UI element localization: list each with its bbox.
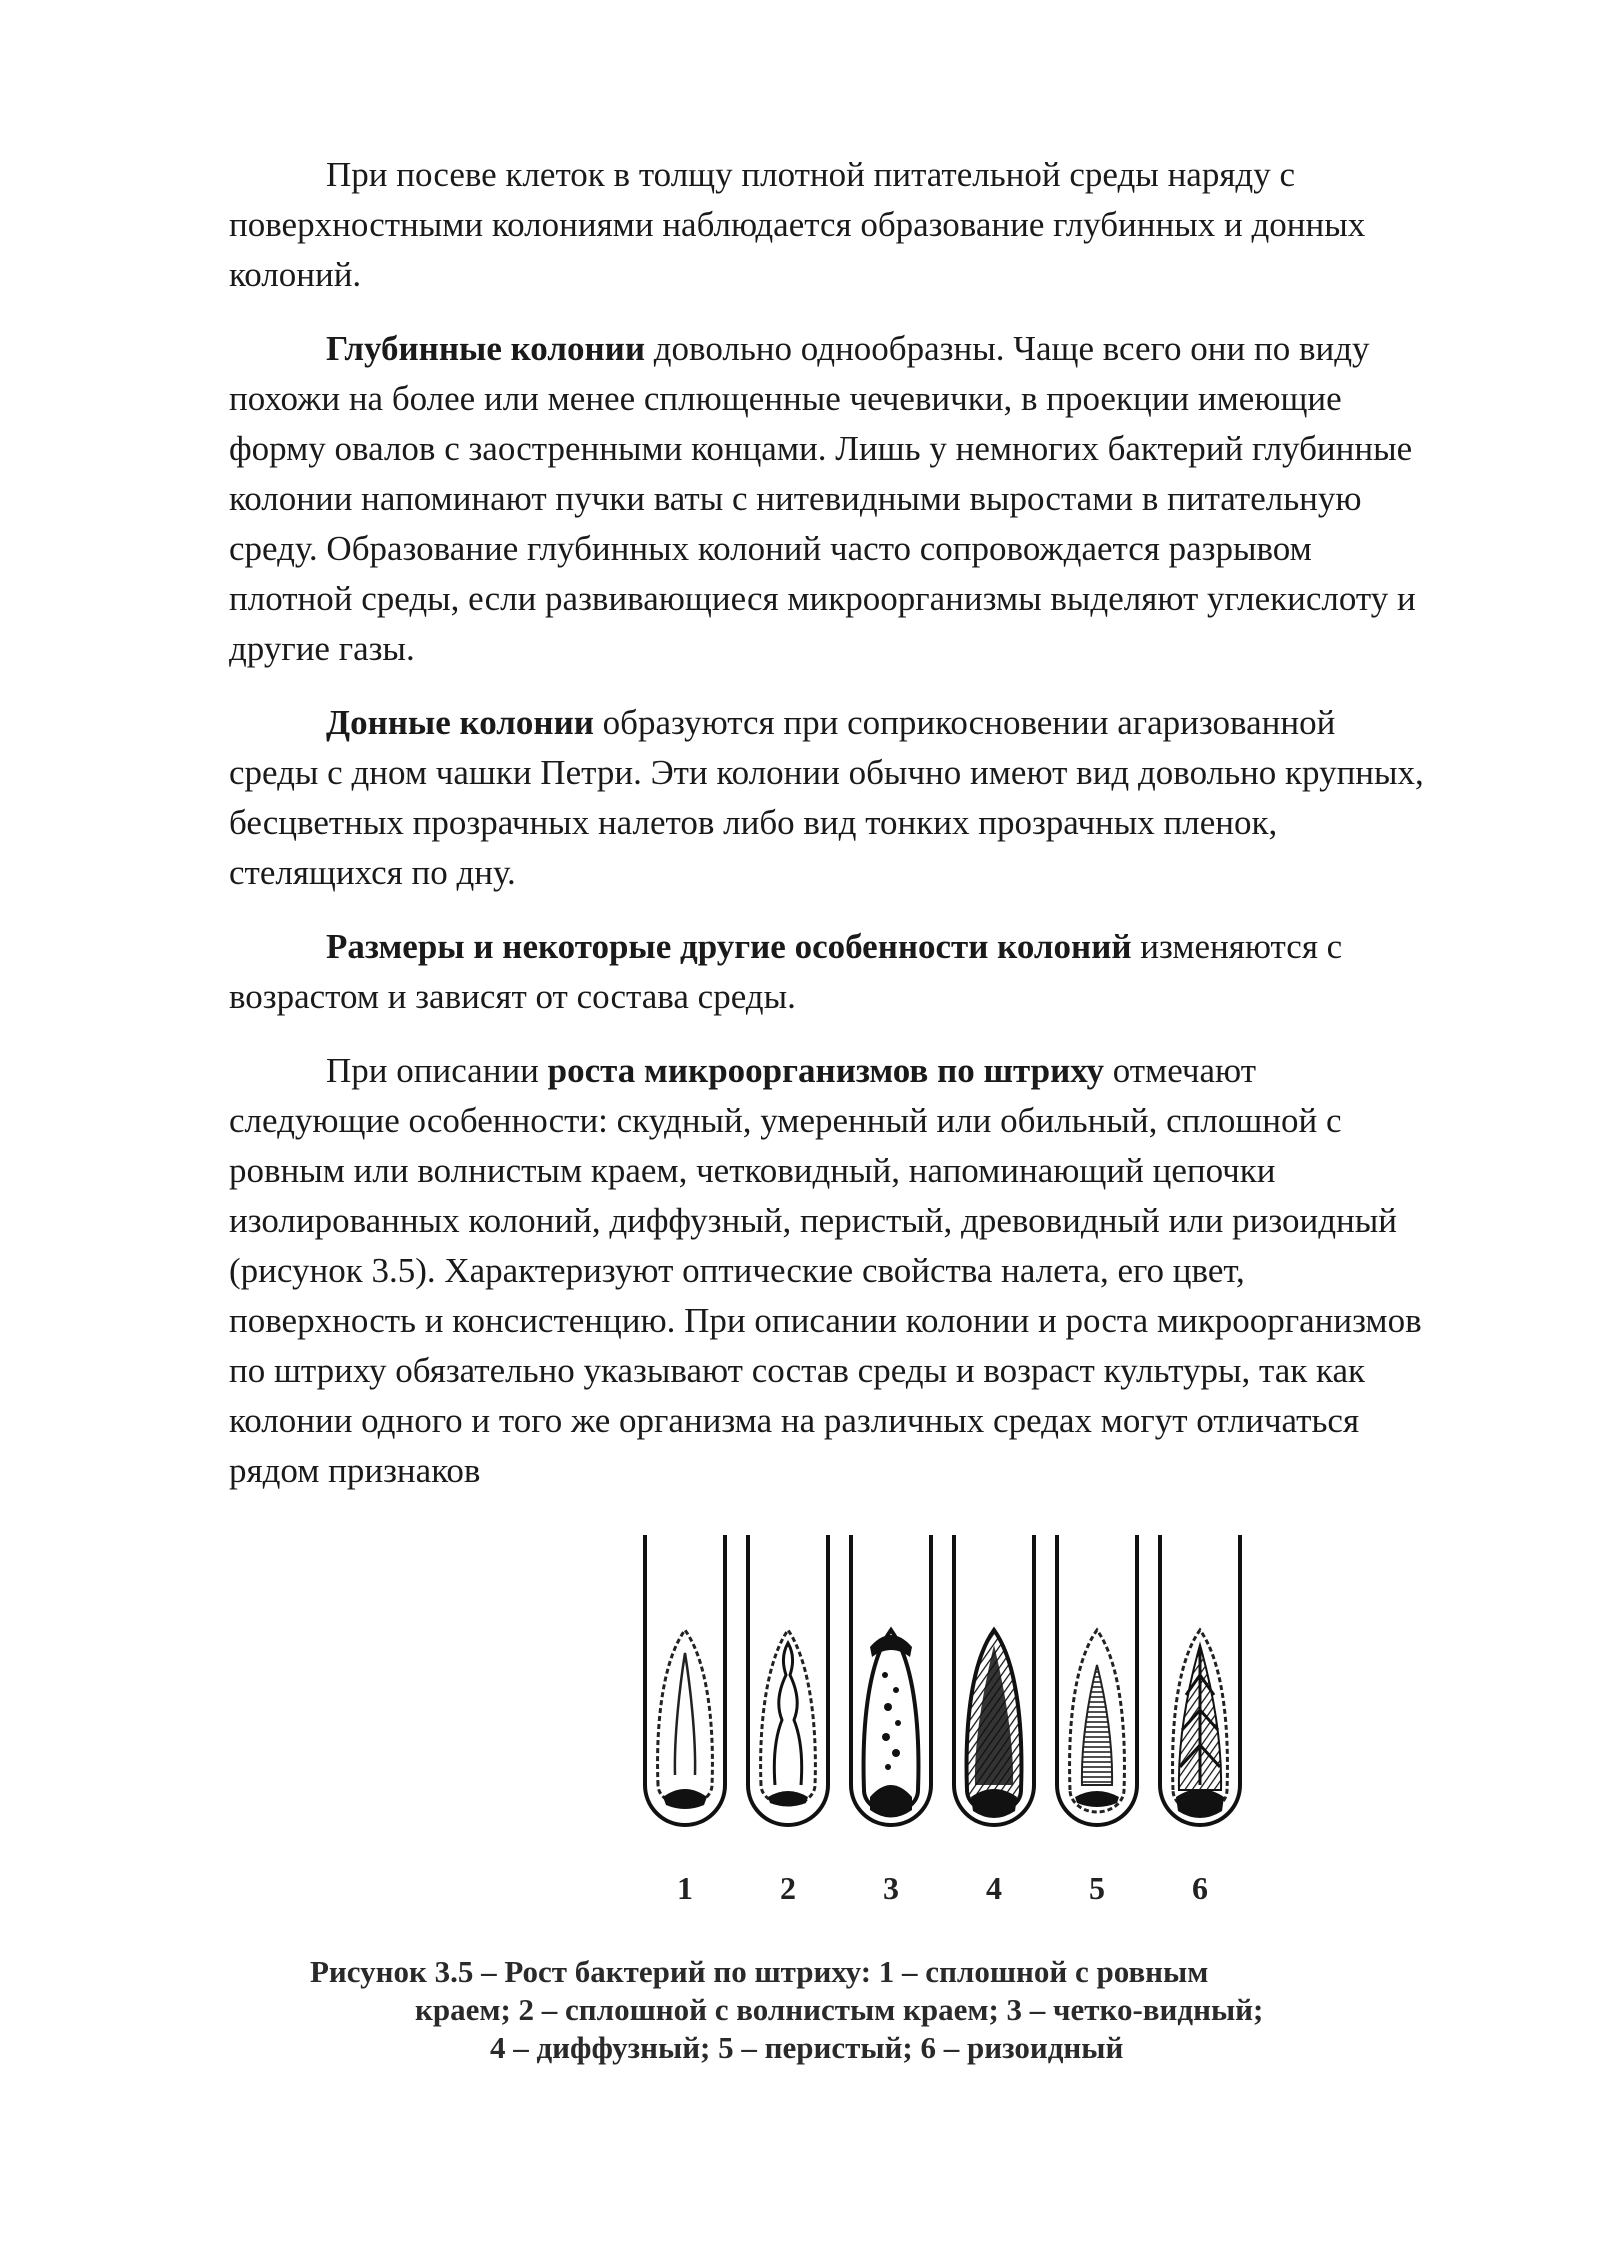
paragraph-sizes xyxy=(229,922,1429,1022)
caption-line-3: 4 – диффузный; 5 – перистый; 6 – ризоидный xyxy=(490,2030,1124,2065)
figure-3-5 xyxy=(630,1535,1230,1915)
paragraph-text: изменяются с возрастом и зависят от состава среды. xyxy=(229,927,1343,1016)
term-deep-colonies: Глубинные колонии xyxy=(326,329,645,368)
caption-line-2: краем; 2 – сплошной с волнистым краем; 3 – четко-видный; xyxy=(415,1992,1264,2027)
paragraph-intro xyxy=(229,150,1429,300)
paragraph-deep-colonies xyxy=(229,324,1429,674)
test-tube-3 xyxy=(851,1535,931,1825)
paragraph-text: довольно однообразны. Чаще всего они по виду похожи на более или менее сплющенные чечевички, в проекции имеющие форму овалов с заостренными концами. Лишь у немногих бактерий глубинные колонии напоминают пучки ваты с нитевидными выростами в питательную среду. Образование глубинных колоний часто сопровождается разрывом плотной среды, если развивающиеся микроорганизмы выделяют углекислоту и другие газы. xyxy=(229,329,1416,668)
test-tube-4 xyxy=(954,1535,1034,1825)
tube-label-5: 5 xyxy=(1089,1870,1105,1906)
paragraph-streak-growth xyxy=(229,1046,1429,1496)
term-streak-growth: роста микроорганизмов по штриху xyxy=(547,1051,1104,1090)
paragraph-text: При посеве клеток в толщу плотной питательной среды наряду с поверхностными колониями наблюдается образование глубинных и донных колоний. xyxy=(229,155,1366,294)
test-tube-6 xyxy=(1160,1535,1240,1825)
test-tubes-illustration xyxy=(630,1535,1230,1865)
tube-label-4: 4 xyxy=(986,1870,1002,1906)
figure-caption xyxy=(310,1953,1450,2067)
tube-label-6: 6 xyxy=(1192,1870,1208,1906)
term-sizes: Размеры и некоторые другие особенности колоний xyxy=(326,927,1132,966)
paragraph-prefix: При описании xyxy=(326,1051,548,1090)
body-text xyxy=(229,150,1429,1520)
caption-line-1: Рисунок 3.5 – Рост бактерий по штриху: 1 – сплошной с ровным xyxy=(310,1954,1209,1989)
paragraph-text: отмечают следующие особенности: скудный, умеренный или обильный, сплошной с ровным или волнистым краем, четковидный, напоминающий цепочки изолированных колоний, диффузный, перистый, древовидный или ризоидный (рисунок 3.5). Характеризуют оптические свойства налета, его цвет, поверхность и консистенцию. При описании колонии и роста микроорганизмов по штриху обязательно указывают состав среды и возраст культуры, так как колонии одного и того же организма на различных средах могут отличаться рядом признаков xyxy=(229,1051,1422,1490)
test-tube-5 xyxy=(1057,1535,1137,1825)
paragraph-text: образуются при соприкосновении агаризованной среды с дном чашки Петри. Эти колонии обычно имеют вид довольно крупных, бесцветных прозрачных налетов либо вид тонких прозрачных пленок, стелящихся по дну. xyxy=(229,703,1424,892)
tube-label-1: 1 xyxy=(677,1870,693,1906)
test-tube-2 xyxy=(748,1535,828,1825)
tube-label-3: 3 xyxy=(883,1870,899,1906)
tube-label-2: 2 xyxy=(780,1870,796,1906)
paragraph-bottom-colonies xyxy=(229,698,1429,898)
term-bottom-colonies: Донные колонии xyxy=(326,703,594,742)
test-tube-1 xyxy=(645,1535,725,1825)
